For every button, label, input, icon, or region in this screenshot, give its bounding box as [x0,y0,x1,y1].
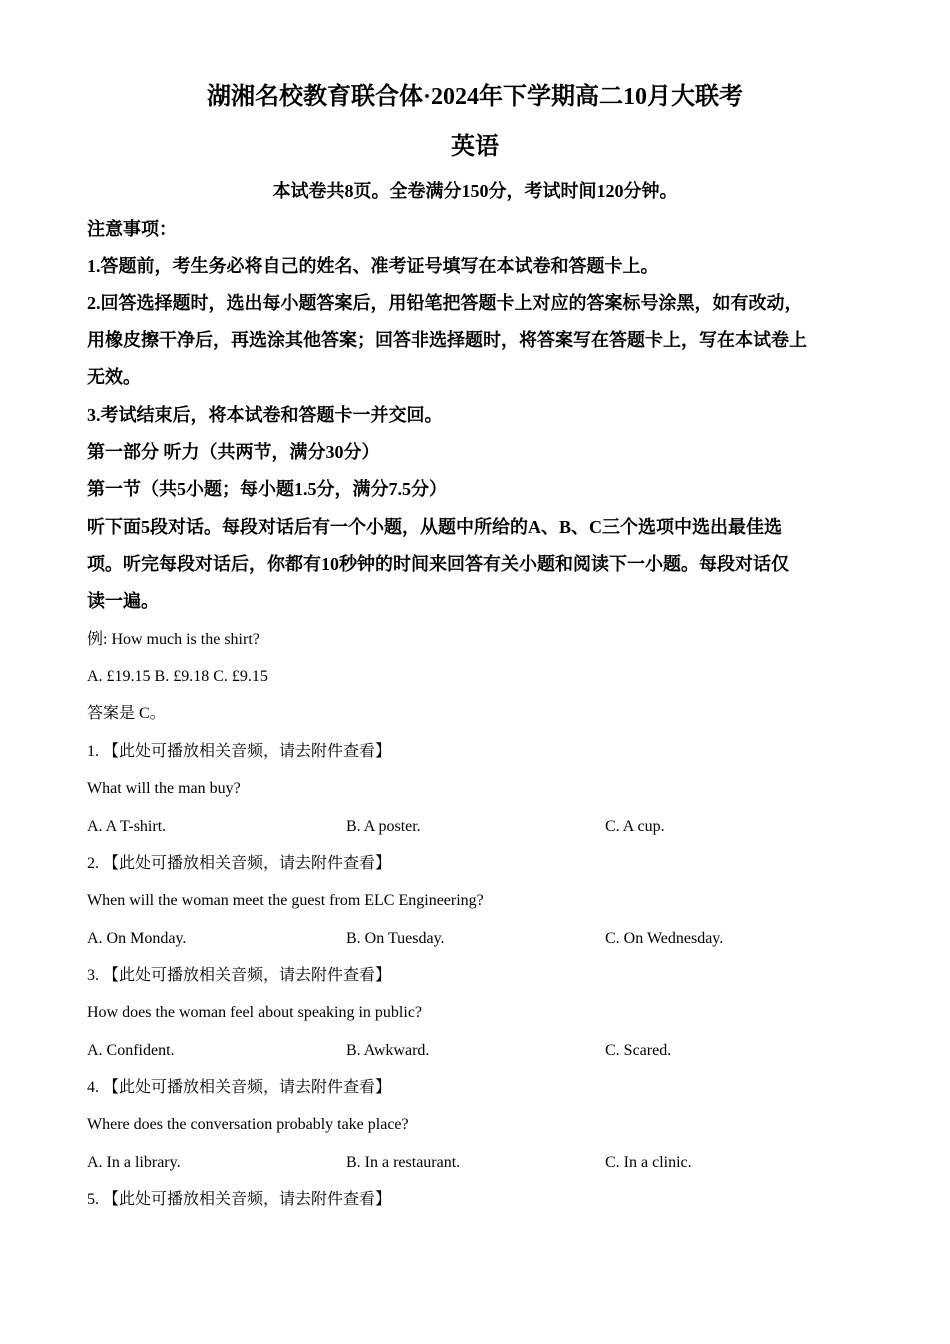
notice-heading: 注意事项： [87,219,177,239]
question-1-option-b: B. A poster. [346,818,421,835]
question-4-text: Where does the conversation probably take place? [87,1116,409,1133]
subject-title: 英语 [451,134,499,160]
example-question: 例: How much is the shirt? [87,631,260,648]
instructions-line-2: 项。听完每段对话后，你都有10秒钟的时间来回答有关小题和阅读下一小题。每段对话仅 [87,554,789,574]
notice-item-1: 1.答题前，考生务必将自己的姓名、准考证号填写在本试卷和答题卡上。 [87,256,659,276]
exam-title: 湖湘名校教育联合体·2024年下学期高二10月大联考 [206,84,743,110]
question-5-audio: 5. 【此处可播放相关音频，请去附件查看】 [87,1191,392,1208]
exam-info: 本试卷共8页。全卷满分150分，考试时间120分钟。 [272,181,678,201]
section1-heading: 第一节（共5小题；每小题1.5分，满分7.5分） [87,479,447,499]
question-4-option-c: C. In a clinic. [605,1154,692,1171]
example-options: A. £19.15 B. £9.18 C. £9.15 [87,668,268,685]
question-2-audio: 2. 【此处可播放相关音频，请去附件查看】 [87,855,392,872]
part1-heading: 第一部分 听力（共两节，满分30分） [87,442,380,462]
question-3-audio: 3. 【此处可播放相关音频，请去附件查看】 [87,967,392,984]
notice-item-2-line-2: 用橡皮擦干净后，再选涂其他答案；回答非选择题时，将答案写在答题卡上，写在本试卷上 [87,330,807,350]
question-1-text: What will the man buy? [87,780,241,797]
question-2-option-b: B. On Tuesday. [346,930,445,947]
notice-item-2-line-1: 2.回答选择题时，选出每小题答案后，用铅笔把答题卡上对应的答案标号涂黑，如有改动， [87,293,803,313]
notice-item-3: 3.考试结束后，将本试卷和答题卡一并交回。 [87,405,443,425]
question-3-option-c: C. Scared. [605,1042,672,1059]
question-3-option-b: B. Awkward. [346,1042,430,1059]
question-2-option-a: A. On Monday. [87,930,187,947]
question-4-option-a: A. In a library. [87,1154,181,1171]
question-2-text: When will the woman meet the guest from ELC Engineering? [87,892,484,909]
question-1-audio: 1. 【此处可播放相关音频，请去附件查看】 [87,743,392,760]
question-3-text: How does the woman feel about speaking in public? [87,1004,423,1021]
instructions-line-3: 读一遍。 [87,591,159,611]
question-4-audio: 4. 【此处可播放相关音频，请去附件查看】 [87,1079,392,1096]
question-3-option-a: A. Confident. [87,1042,175,1059]
question-1-option-c: C. A cup. [605,818,665,835]
question-1-option-a: A. A T-shirt. [87,818,167,835]
question-2-option-c: C. On Wednesday. [605,930,724,947]
notice-item-2-line-3: 无效。 [87,367,141,387]
question-4-option-b: B. In a restaurant. [346,1154,461,1171]
instructions-line-1: 听下面5段对话。每段对话后有一个小题，从题中所给的A、B、C三个选项中选出最佳选 [87,517,782,537]
example-answer: 答案是 C。 [87,705,166,722]
